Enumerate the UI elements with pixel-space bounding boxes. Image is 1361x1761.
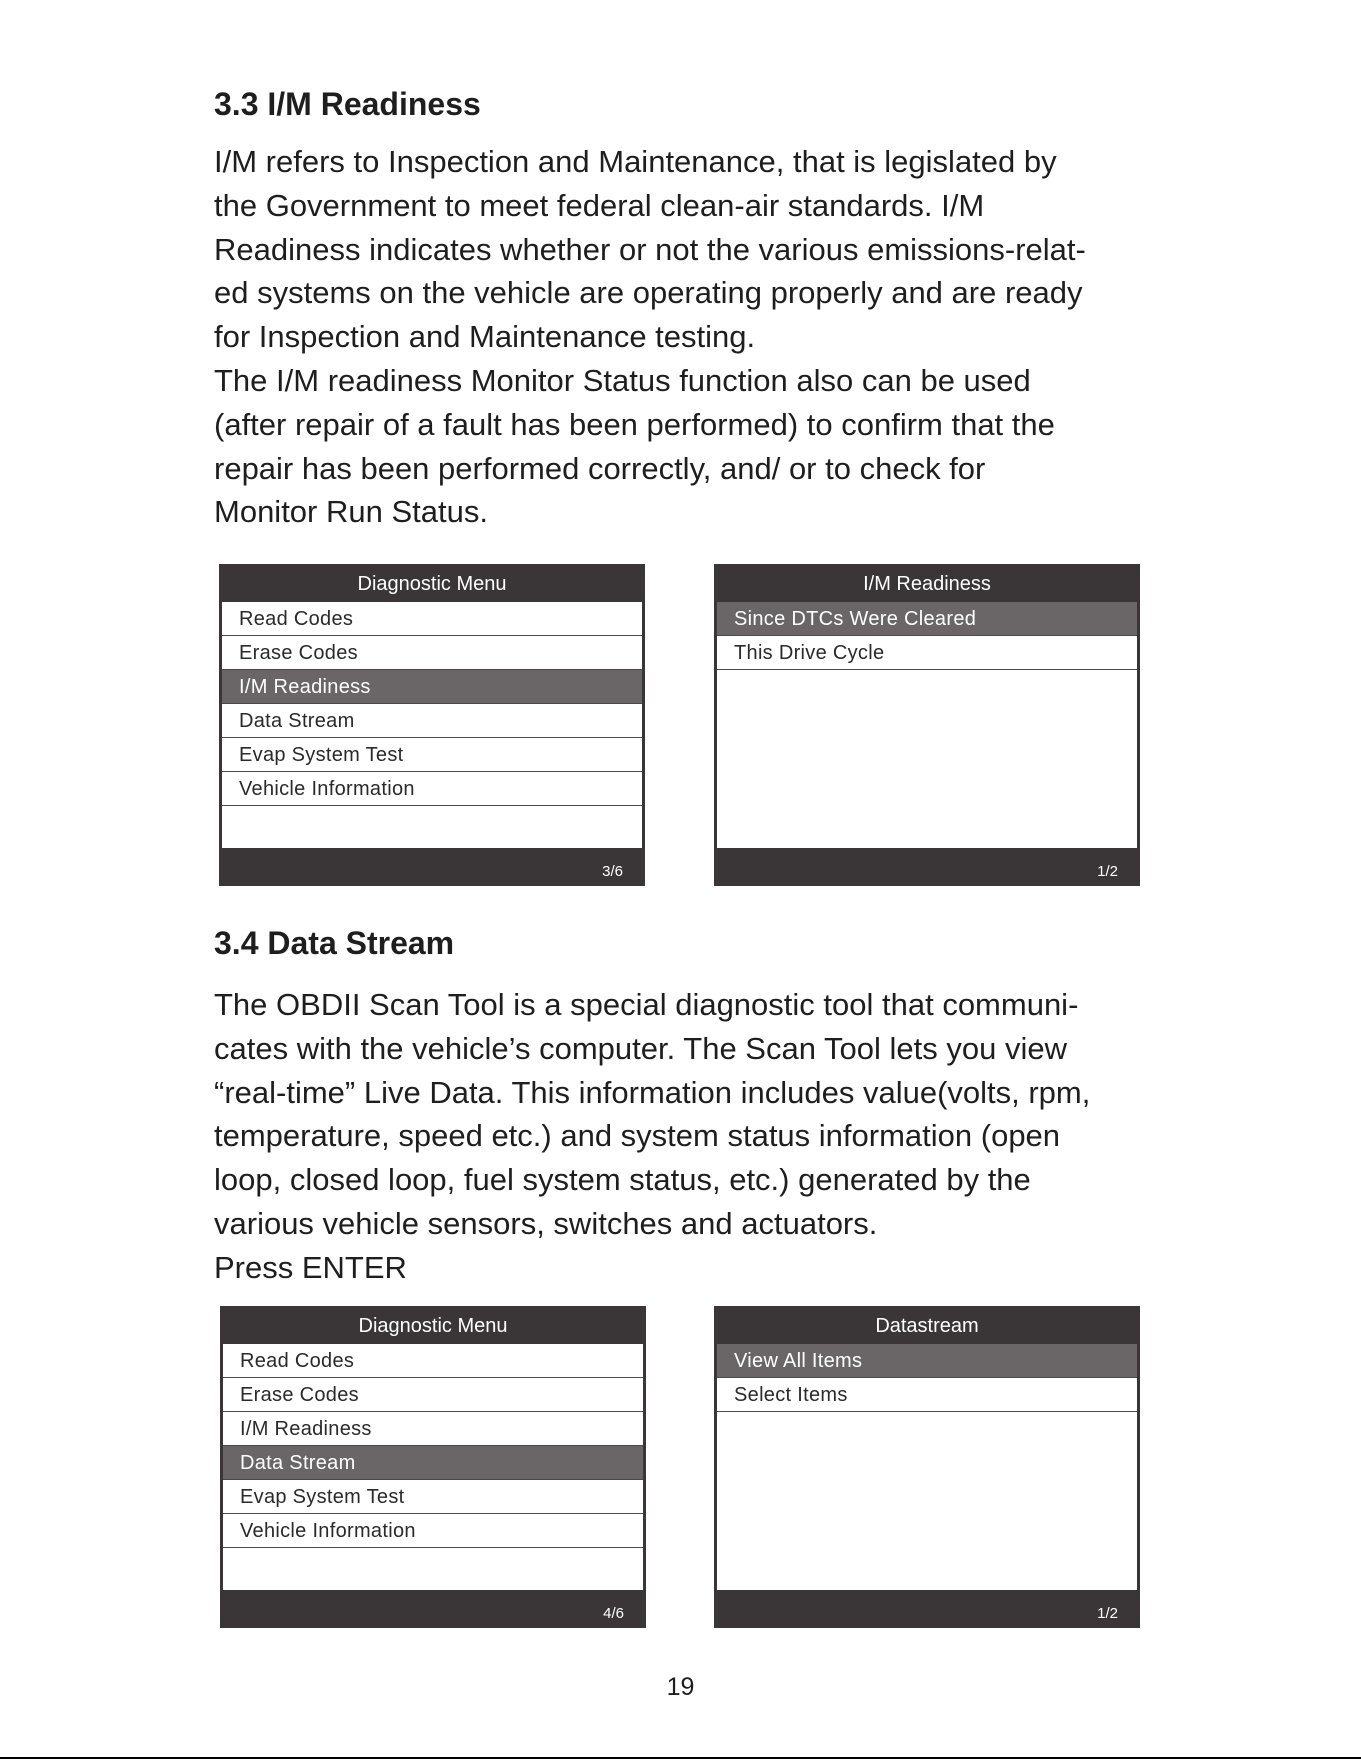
section-heading-data-stream: 3.4 Data Stream xyxy=(214,925,455,961)
paragraph-line: “real-time” Live Data. This information includes value(volts, rpm, xyxy=(214,1074,1091,1110)
screen-menu-list xyxy=(717,602,1137,848)
paragraph-line: repair has been performed correctly, and/ or to check for xyxy=(214,450,986,486)
menu-item[interactable]: Read Codes xyxy=(223,1344,643,1378)
menu-item-empty xyxy=(223,1548,643,1581)
menu-item[interactable]: Data Stream xyxy=(223,1446,643,1480)
paragraph-line: ed systems on the vehicle are operating properly and are ready xyxy=(214,275,1083,311)
paragraph-line: (after repair of a fault has been performed) to confirm that the xyxy=(214,406,1055,442)
diagnostic-menu-screen-im-selected xyxy=(219,564,645,886)
menu-item-empty xyxy=(222,806,642,839)
paragraph-line: The I/M readiness Monitor Status function also can be used xyxy=(214,362,1031,398)
paragraph-line: The OBDII Scan Tool is a special diagnostic tool that communi- xyxy=(214,987,1079,1022)
menu-item[interactable]: I/M Readiness xyxy=(222,670,642,704)
im-readiness-paragraph xyxy=(214,140,1174,534)
data-stream-paragraph xyxy=(214,983,1174,1290)
screen-title: Diagnostic Menu xyxy=(358,1315,508,1337)
datastream-screen xyxy=(714,1306,1140,1628)
menu-item[interactable]: Since DTCs Were Cleared xyxy=(717,602,1137,636)
paragraph-line: temperature, speed etc.) and system status information (open xyxy=(214,1118,1061,1154)
menu-item[interactable]: Erase Codes xyxy=(222,636,642,670)
menu-item[interactable]: View All Items xyxy=(717,1344,1137,1378)
menu-item[interactable]: Vehicle Information xyxy=(222,772,642,806)
menu-item[interactable]: Evap System Test xyxy=(223,1480,643,1514)
menu-item[interactable]: This Drive Cycle xyxy=(717,636,1137,670)
screen-title: Datastream xyxy=(875,1315,979,1337)
paragraph-line: loop, closed loop, fuel system status, etc.) generated by the xyxy=(214,1162,1031,1198)
paragraph-line: various vehicle sensors, switches and actuators. xyxy=(214,1205,878,1241)
paragraph-line: cates with the vehicle’s computer. The Scan Tool lets you view xyxy=(214,1030,1067,1066)
paragraph-line: Press ENTER xyxy=(214,1249,407,1285)
menu-item[interactable]: Select Items xyxy=(717,1378,1137,1412)
screen-page-indicator: 1/2 xyxy=(1097,1605,1118,1622)
paragraph-line: the Government to meet federal clean-air standards. I/M xyxy=(214,187,985,223)
screen-page-indicator: 4/6 xyxy=(603,1605,624,1622)
menu-item[interactable]: Data Stream xyxy=(222,704,642,738)
bottom-rule xyxy=(0,1757,1361,1759)
menu-item[interactable]: Read Codes xyxy=(222,602,642,636)
screen-title: I/M Readiness xyxy=(863,573,991,595)
page-number: 19 xyxy=(666,1673,695,1701)
paragraph-line: Readiness indicates whether or not the various emissions-relat- xyxy=(214,231,1086,267)
menu-item[interactable]: Vehicle Information xyxy=(223,1514,643,1548)
diagnostic-menu-screen-data-stream-selected xyxy=(220,1306,646,1628)
menu-item[interactable]: I/M Readiness xyxy=(223,1412,643,1446)
screen-page-indicator: 3/6 xyxy=(602,863,623,880)
menu-item[interactable]: Erase Codes xyxy=(223,1378,643,1412)
menu-item[interactable]: Evap System Test xyxy=(222,738,642,772)
paragraph-line: Monitor Run Status. xyxy=(214,494,488,530)
paragraph-line: I/M refers to Inspection and Maintenance, that is legislated by xyxy=(214,144,1057,179)
screen-menu-list xyxy=(717,1344,1137,1590)
paragraph-line: for Inspection and Maintenance testing. xyxy=(214,319,756,355)
screen-page-indicator: 1/2 xyxy=(1097,863,1118,880)
section-heading-im-readiness: 3.3 I/M Readiness xyxy=(214,86,481,122)
im-readiness-screen xyxy=(714,564,1140,886)
screen-menu-list xyxy=(223,1344,643,1590)
screen-title: Diagnostic Menu xyxy=(357,573,507,595)
screen-menu-list xyxy=(222,602,642,848)
